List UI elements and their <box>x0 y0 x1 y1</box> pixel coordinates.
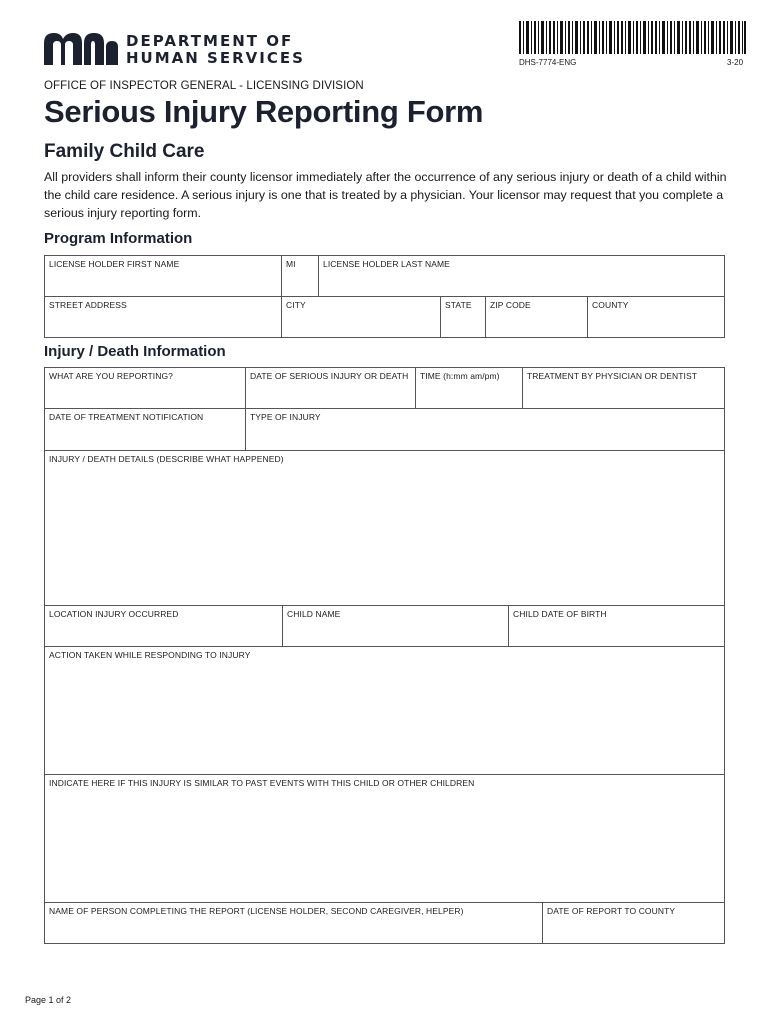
zip-label: ZIP CODE <box>490 300 531 310</box>
action-label: ACTION TAKEN WHILE RESPONDING TO INJURY <box>49 650 251 660</box>
location-field[interactable] <box>44 605 283 647</box>
city-label: CITY <box>286 300 306 310</box>
time-field[interactable] <box>415 367 523 409</box>
page-title: Serious Injury Reporting Form <box>44 94 484 129</box>
injury-date-field[interactable] <box>245 367 416 409</box>
injury-date-label: DATE OF SERIOUS INJURY OR DEATH <box>250 371 409 381</box>
page-number: Page 1 of 2 <box>25 995 72 1005</box>
logo-line1: DEPARTMENT OF <box>126 32 294 50</box>
details-label: INJURY / DEATH DETAILS (DESCRIBE WHAT HAPPENED) <box>49 454 284 464</box>
child-name-field[interactable] <box>282 605 509 647</box>
revision: 3-20 <box>727 58 744 67</box>
street-field[interactable] <box>44 296 282 338</box>
child-dob-field[interactable] <box>508 605 725 647</box>
city-field[interactable] <box>281 296 441 338</box>
county-label: COUNTY <box>592 300 629 310</box>
mn-logo-icon <box>44 33 118 65</box>
state-label: STATE <box>445 300 472 310</box>
injury-type-label: TYPE OF INJURY <box>250 412 321 422</box>
person-completing-label: NAME OF PERSON COMPLETING THE REPORT (LICENSE HOLDER, SECOND CAREGIVER, HELPER) <box>49 906 464 916</box>
details-field[interactable] <box>44 450 725 606</box>
county-field[interactable] <box>587 296 725 338</box>
what-reporting-label: WHAT ARE YOU REPORTING? <box>49 371 174 381</box>
treatment-field[interactable] <box>522 367 725 409</box>
office-name: OFFICE OF INSPECTOR GENERAL - LICENSING DIVISION <box>44 80 364 92</box>
report-date-label: DATE OF REPORT TO COUNTY <box>547 906 676 916</box>
child-dob-label: CHILD DATE OF BIRTH <box>513 609 607 619</box>
treatment-label: TREATMENT BY PHYSICIAN OR DENTIST <box>527 371 698 381</box>
zip-field[interactable] <box>485 296 588 338</box>
intro-text: All providers shall inform their county licensor immediately after the occurrence of any serious injury or death of a child within the child care residence. A serious injury is one that is treated by a physician. Your licensor may request that you complete a serious injury reporting form. <box>44 170 727 220</box>
notification-date-label: DATE OF TREATMENT NOTIFICATION <box>49 412 204 422</box>
logo-line2: HUMAN SERVICES <box>126 49 305 67</box>
similar-events-label: INDICATE HERE IF THIS INJURY IS SIMILAR TO PAST EVENTS WITH THIS CHILD OR OTHER CHILDREN <box>49 778 475 788</box>
what-reporting-field[interactable] <box>44 367 246 409</box>
first-name-label: LICENSE HOLDER FIRST NAME <box>49 259 180 269</box>
program-heading: Program Information <box>44 230 193 247</box>
person-completing-field[interactable] <box>44 902 543 944</box>
page-subtitle: Family Child Care <box>44 141 205 162</box>
last-name-label: LICENSE HOLDER LAST NAME <box>323 259 450 269</box>
first-name-field[interactable] <box>44 255 282 297</box>
mi-label: MI <box>286 259 296 269</box>
state-field[interactable] <box>440 296 486 338</box>
action-field[interactable] <box>44 646 725 775</box>
time-label: TIME (h:mm am/pm) <box>420 371 500 381</box>
child-name-label: CHILD NAME <box>287 609 341 619</box>
mi-field[interactable] <box>281 255 319 297</box>
last-name-field[interactable] <box>318 255 725 297</box>
location-label: LOCATION INJURY OCCURRED <box>49 609 179 619</box>
barcode-icon <box>519 21 746 54</box>
report-date-field[interactable] <box>542 902 725 944</box>
form-code: DHS-7774-ENG <box>519 58 577 67</box>
notification-date-field[interactable] <box>44 408 246 451</box>
street-label: STREET ADDRESS <box>49 300 127 310</box>
injury-type-field[interactable] <box>245 408 725 451</box>
injury-heading: Injury / Death Information <box>44 343 226 360</box>
similar-events-field[interactable] <box>44 774 725 903</box>
